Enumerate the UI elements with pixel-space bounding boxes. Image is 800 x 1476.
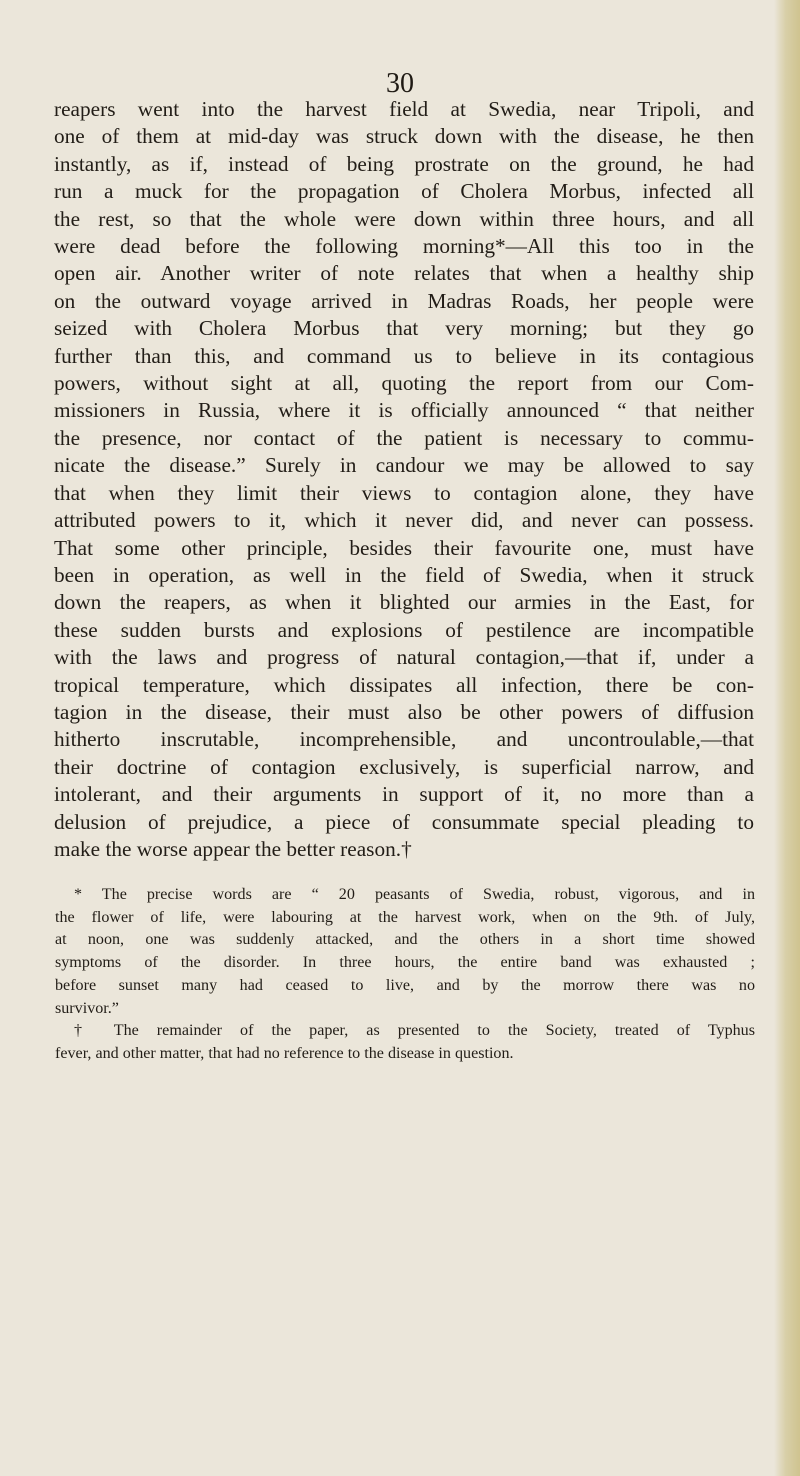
text-line: on the outward voyage arrived in Madras Roads, her people were bbox=[54, 288, 754, 313]
text-line: That some other principle, besides their favourite one, must have bbox=[54, 535, 754, 560]
text-line: were dead before the following morning*—All this too in the bbox=[54, 234, 754, 259]
text-line: open air. Another writer of note relates that when a healthy ship bbox=[54, 261, 754, 286]
footnotes bbox=[55, 884, 755, 1066]
text-line: that when they limit their views to contagion alone, they have bbox=[54, 480, 754, 505]
text-line: make the worse appear the better reason.† bbox=[54, 836, 412, 861]
text-line: delusion of prejudice, a piece of consummate special pleading to bbox=[54, 809, 754, 834]
footnote-line: * The precise words are “ 20 peasants of Swedia, robust, vigorous, and in bbox=[74, 886, 755, 903]
text-line: hitherto inscrutable, incomprehensible, and uncontroulable,—that bbox=[54, 727, 754, 752]
text-line: the rest, so that the whole were down within three hours, and all bbox=[54, 206, 754, 231]
text-line: these sudden bursts and explosions of pestilence are incompatible bbox=[54, 617, 754, 642]
text-line: tropical temperature, which dissipates all infection, there be con- bbox=[54, 672, 754, 697]
text-line: their doctrine of contagion exclusively, is superficial narrow, and bbox=[54, 754, 754, 779]
text-line: one of them at mid-day was struck down with the disease, he then bbox=[54, 124, 754, 149]
text-line: the presence, nor contact of the patient is necessary to commu- bbox=[54, 425, 754, 450]
footnote-line: † The remainder of the paper, as presented to the Society, treated of Typhus bbox=[74, 1022, 755, 1040]
main-text bbox=[54, 96, 754, 863]
text-line: been in operation, as well in the field of Swedia, when it struck bbox=[54, 562, 754, 587]
text-line: missioners in Russia, where it is officially announced “ that neither bbox=[54, 398, 754, 423]
text-line: reapers went into the harvest field at Swedia, near Tripoli, and bbox=[54, 97, 754, 121]
text-line: run a muck for the propagation of Cholera Morbus, infected all bbox=[54, 179, 754, 204]
text-line: tagion in the disease, their must also be other powers of diffusion bbox=[54, 699, 754, 724]
footnote-line: before sunset many had ceased to live, and by the morrow there was no bbox=[55, 976, 755, 994]
text-line: intolerant, and their arguments in support of it, no more than a bbox=[54, 782, 754, 807]
text-line: seized with Cholera Morbus that very morning; but they go bbox=[54, 316, 754, 341]
footnote-line: symptoms of the disorder. In three hours, the entire band was exhausted ; bbox=[55, 954, 755, 972]
text-line: with the laws and progress of natural contagion,—that if, under a bbox=[54, 645, 754, 670]
footnote-line: survivor.” bbox=[55, 999, 119, 1017]
text-line: further than this, and command us to believe in its contagious bbox=[54, 343, 754, 368]
text-line: down the reapers, as when it blighted our armies in the East, for bbox=[54, 590, 754, 615]
page-number: 30 bbox=[386, 68, 414, 99]
text-line: powers, without sight at all, quoting the report from our Com- bbox=[54, 371, 754, 396]
footnote-line: fever, and other matter, that had no reference to the disease in question. bbox=[55, 1044, 514, 1062]
text-line: attributed powers to it, which it never did, and never can possess. bbox=[54, 508, 754, 533]
page-edge-shadow bbox=[774, 0, 800, 1476]
footnote-line: at noon, one was suddenly attacked, and the others in a short time showed bbox=[55, 931, 755, 949]
text-line: instantly, as if, instead of being prostrate on the ground, he had bbox=[54, 151, 754, 176]
text-line: nicate the disease.” Surely in candour we may be allowed to say bbox=[54, 453, 754, 478]
footnote-line: the flower of life, were labouring at the harvest work, when on the 9th. of July, bbox=[55, 908, 755, 926]
